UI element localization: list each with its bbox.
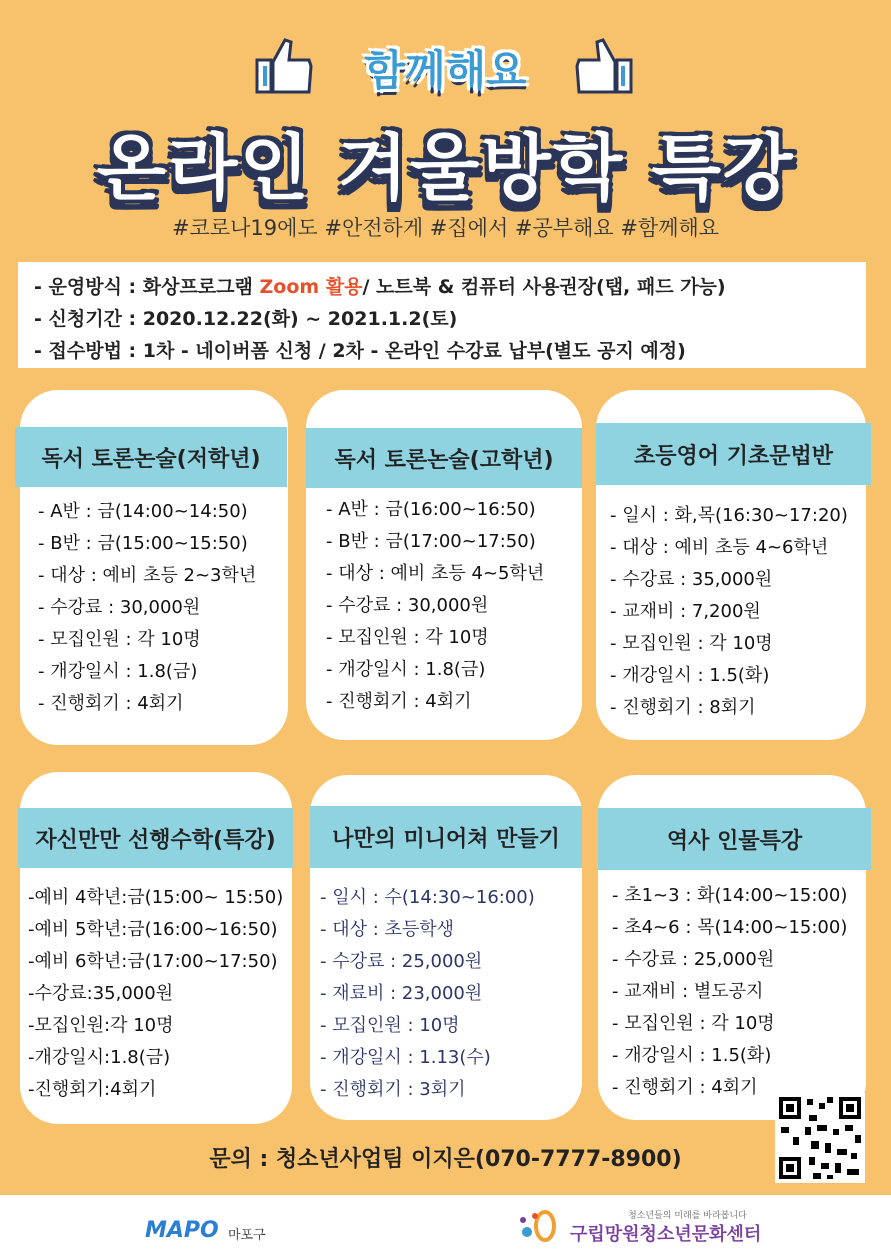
course-detail: - 일시 : 화,목(16:30~17:20) — [610, 505, 848, 526]
info-method: - 접수방법 : 1차 - 네이버폼 신청 / 2차 - 온라인 수강료 납부(별도 공지 예정) — [34, 340, 686, 362]
course-detail: - 수강료 : 25,000원 — [612, 949, 775, 970]
mapo-logo: MAPO — [145, 1218, 219, 1243]
course-detail: -진행회기:4회기 — [28, 1079, 157, 1100]
subtitle: 함께해요 — [364, 46, 527, 95]
course-detail: -예비 4학년:금(15:00~ 15:50) — [28, 887, 284, 908]
course-detail: - 모집인원 : 각 10명 — [326, 627, 489, 648]
course-detail: - 재료비 : 23,000원 — [320, 983, 483, 1004]
course-detail: - 개강일시 : 1.8(금) — [38, 661, 198, 682]
center-name: 구립망원청소년문화센터 — [570, 1224, 762, 1245]
info-operation-suffix: / 노트북 & 컴퓨터 사용권장(탭, 패드 가능) — [362, 276, 726, 298]
course-details — [320, 882, 535, 1106]
zoom-highlight: Zoom 활용 — [259, 276, 363, 298]
course-detail: -모집인원:각 10명 — [28, 1015, 174, 1036]
course-detail: - 대상 : 예비 초등 4~5학년 — [326, 563, 545, 584]
course-detail: - 교재비 : 별도공지 — [612, 981, 764, 1002]
course-detail: - 개강일시 : 1.13(수) — [320, 1047, 491, 1068]
course-title: 독서 토론논술(저학년) — [15, 427, 287, 487]
course-detail: -개강일시:1.8(금) — [28, 1047, 171, 1068]
course-detail: - A반 : 금(16:00~16:50) — [326, 499, 536, 520]
course-title: 자신만만 선행수학(특강) — [18, 808, 293, 868]
course-detail: -수강료:35,000원 — [28, 983, 174, 1004]
page-title: 온라인 겨울방학 특강 — [96, 126, 795, 210]
course-detail: - B반 : 금(15:00~15:50) — [38, 533, 248, 554]
course-detail: - 수강료 : 25,000원 — [320, 951, 483, 972]
course-detail: -예비 5학년:금(16:00~16:50) — [28, 919, 278, 940]
youth-center-logo-icon — [515, 1206, 565, 1246]
course-detail: -예비 6학년:금(17:00~17:50) — [28, 951, 278, 972]
course-details — [612, 880, 847, 1104]
course-detail: - 진행회기 : 4회기 — [326, 691, 472, 712]
course-title: 나만의 미니어쳐 만들기 — [310, 806, 582, 868]
hashtags: #코로나19에도 #안전하게 #집에서 #공부해요 #함께해요 — [171, 216, 720, 240]
course-detail: - 진행회기 : 4회기 — [612, 1077, 758, 1098]
course-detail: - 일시 : 수(14:30~16:00) — [320, 887, 535, 908]
course-detail: - 모집인원 : 각 10명 — [612, 1013, 775, 1034]
course-detail: - 교재비 : 7,200원 — [610, 601, 761, 622]
course-detail: - 대상 : 예비 초등 4~6학년 — [610, 537, 829, 558]
course-detail: - 진행회기 : 3회기 — [320, 1079, 466, 1100]
center-tagline: 청소년들의 미래를 바라봅니다 — [628, 1211, 747, 1221]
course-detail: - 초1~3 : 화(14:00~15:00) — [612, 885, 848, 906]
course-detail: - 초4~6 : 목(14:00~15:00) — [612, 917, 848, 938]
info-box — [18, 262, 866, 368]
course-detail: - 수강료 : 30,000원 — [38, 597, 201, 618]
course-detail: - 모집인원 : 각 10명 — [38, 629, 201, 650]
course-details — [610, 500, 848, 724]
course-detail: - 대상 : 예비 초등 2~3학년 — [38, 565, 257, 586]
course-detail: - 수강료 : 30,000원 — [326, 595, 489, 616]
mapo-label: 마포구 — [228, 1228, 266, 1243]
contact-info: 문의 : 청소년사업팀 이지은(070-7777-8900) — [209, 1147, 682, 1172]
info-operation-prefix: - 운영방식 : 화상프로그램 — [34, 276, 260, 298]
course-detail: - 개강일시 : 1.5(화) — [612, 1045, 772, 1066]
course-detail: - 모집인원 : 각 10명 — [610, 633, 773, 654]
info-period: - 신청기간 : 2020.12.22(화) ~ 2021.1.2(토) — [34, 308, 458, 330]
course-details — [326, 494, 544, 718]
course-title: 초등영어 기초문법반 — [596, 423, 871, 485]
course-detail: - 수강료 : 35,000원 — [610, 569, 773, 590]
course-details — [38, 496, 256, 720]
course-detail: - 대상 : 초등학생 — [320, 919, 455, 940]
course-title: 역사 인물특강 — [598, 808, 871, 870]
course-detail: - 진행회기 : 8회기 — [610, 697, 756, 718]
course-detail: - B반 : 금(17:00~17:50) — [326, 531, 536, 552]
course-detail: - 모집인원 : 10명 — [320, 1015, 460, 1036]
course-detail: - 개강일시 : 1.5(화) — [610, 665, 770, 686]
course-details — [28, 882, 283, 1106]
course-title: 독서 토론논술(고학년) — [306, 428, 582, 488]
course-detail: - A반 : 금(14:00~14:50) — [38, 501, 248, 522]
course-detail: - 진행회기 : 4회기 — [38, 693, 184, 714]
course-detail: - 개강일시 : 1.8(금) — [326, 659, 486, 680]
info-operation — [34, 272, 726, 299]
